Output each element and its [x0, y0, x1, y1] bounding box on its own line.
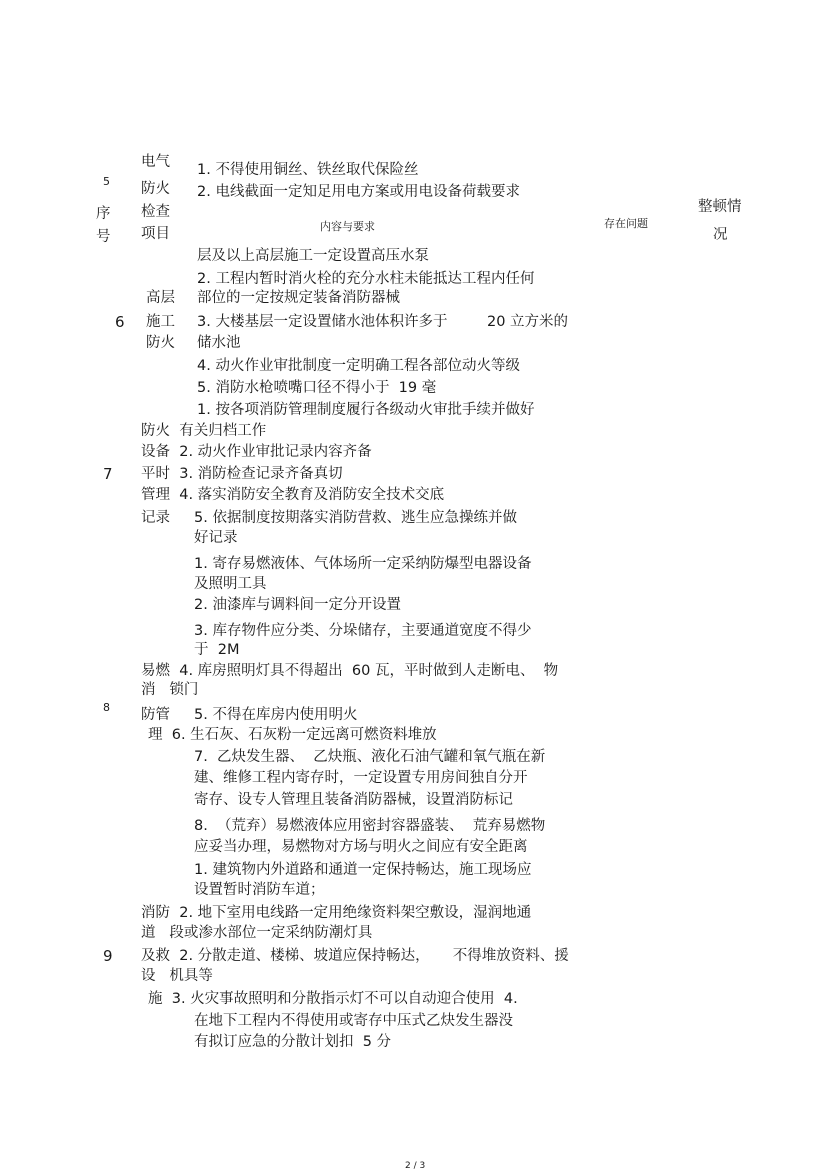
- row-line: 在地下工程内不得使用或寄存中压式乙炔发生器没: [194, 1013, 513, 1029]
- row-line: 好记录: [194, 530, 238, 546]
- row-line: 7. 乙炔发生器、 乙炔瓶、液化石油气罐和氧气瓶在新: [194, 749, 546, 765]
- row-line: 2. 油漆库与调料间一定分开设置: [194, 597, 401, 613]
- row-category: 施工: [146, 314, 175, 330]
- row-line: 5. 不得在库房内使用明火: [194, 707, 358, 723]
- row-line: 3. 库存物件应分类、分垛储存，主要通道宽度不得少: [194, 623, 532, 639]
- row-line: 防火 有关归档工作: [141, 423, 267, 439]
- row-line: 2. 工程内暂时消火栓的充分水柱未能抵达工程内任何: [197, 271, 535, 287]
- row-line: 部位的一定按规定装备消防器械: [197, 290, 400, 306]
- page-number: 2 / 3: [405, 1161, 426, 1171]
- row-number: 8: [103, 701, 110, 714]
- row-category: 高层: [146, 290, 175, 306]
- header-rectify: 整顿情: [698, 199, 742, 215]
- header-rectify: 况: [713, 227, 728, 243]
- row-line: 1. 建筑物内外道路和通道一定保持畅达，施工现场应: [194, 862, 532, 878]
- header-content: 内容与要求: [320, 220, 375, 233]
- row-category: 防火: [146, 335, 175, 351]
- row-line: 3. 大楼基层一定设置储水池体积许多于: [197, 314, 448, 330]
- row-line: 1. 按各项消防管理制度履行各级动火审批手续并做好: [197, 402, 535, 418]
- row-line: 记录: [141, 510, 170, 526]
- row-line: 8. （荒弃）易燃液体应用密封容器盛装、 荒弃易燃物: [194, 818, 546, 834]
- row-line: 5. 依据制度按期落实消防营救、逃生应急操练并做: [194, 510, 517, 526]
- row-line: 及救 2. 分散走道、楼梯、坡道应保持畅达， 不得堆放资料、援: [141, 948, 569, 964]
- row-line: 1. 不得使用铜丝、铁丝取代保险丝: [197, 162, 419, 178]
- row-line: 储水池: [197, 335, 241, 351]
- header-seq: 号: [96, 229, 111, 245]
- row-line: 设置暂时消防车道；: [194, 882, 325, 898]
- row-line: 管理 4. 落实消防安全教育及消防安全技术交底: [141, 487, 445, 503]
- row-line: 层及以上高层施工一定设置高压水泵: [197, 248, 429, 264]
- row-line: 20 立方米的: [487, 314, 569, 330]
- row-line: 防管: [141, 707, 170, 723]
- row-line: 消防 2. 地下室用电线路一定用绝缘资料架空敷设，湿润地通: [141, 905, 532, 921]
- header-seq: 序: [96, 206, 111, 222]
- row-number: 6: [115, 313, 125, 331]
- row-line: 理 6. 生石灰、石灰粉一定远离可燃资料堆放: [148, 727, 437, 743]
- row-line: 5. 消防水枪喷嘴口径不得小于 19 毫: [197, 380, 437, 396]
- row-line: 寄存、设专人管理且装备消防器械，设置消防标记: [194, 792, 513, 808]
- row-line: 有拟订应急的分散计划扣 5 分: [194, 1034, 392, 1050]
- header-item: 检查: [141, 204, 170, 220]
- row-line: 2. 电线截面一定知足用电方案或用电设备荷载要求: [197, 184, 520, 200]
- header-item: 项目: [141, 226, 170, 242]
- row-category: 防火: [141, 181, 170, 197]
- row-line: 4. 动火作业审批制度一定明确工程各部位动火等级: [197, 358, 520, 374]
- row-line: 平时 3. 消防检查记录齐备真切: [141, 466, 343, 482]
- row-line: 消 锁门: [141, 682, 199, 698]
- row-line: 于 2M: [194, 642, 240, 658]
- row-number: 9: [103, 947, 113, 965]
- row-line: 设备 2. 动火作业审批记录内容齐备: [141, 444, 372, 460]
- row-line: 施 3. 火灾事故照明和分散指示灯不可以自动迎合使用 4.: [148, 991, 518, 1007]
- row-line: 设 机具等: [141, 968, 213, 984]
- row-line: 道 段或渗水部位一定采纳防潮灯具: [141, 925, 373, 941]
- row-line: 应妥当办理，易燃物对方场与明火之间应有安全距离: [194, 839, 528, 855]
- row-category: 电气: [141, 154, 170, 170]
- row-line: 易燃 4. 库房照明灯具不得超出 60 瓦，平时做到人走断电、 物: [141, 663, 559, 679]
- header-problems: 存在问题: [604, 217, 648, 230]
- row-line: 及照明工具: [194, 576, 267, 592]
- row-number: 7: [103, 465, 113, 483]
- row-line: 1. 寄存易燃液体、气体场所一定采纳防爆型电器设备: [194, 556, 532, 572]
- row-number: 5: [103, 175, 110, 188]
- row-line: 建、维修工程内寄存时，一定设置专用房间独自分开: [194, 770, 528, 786]
